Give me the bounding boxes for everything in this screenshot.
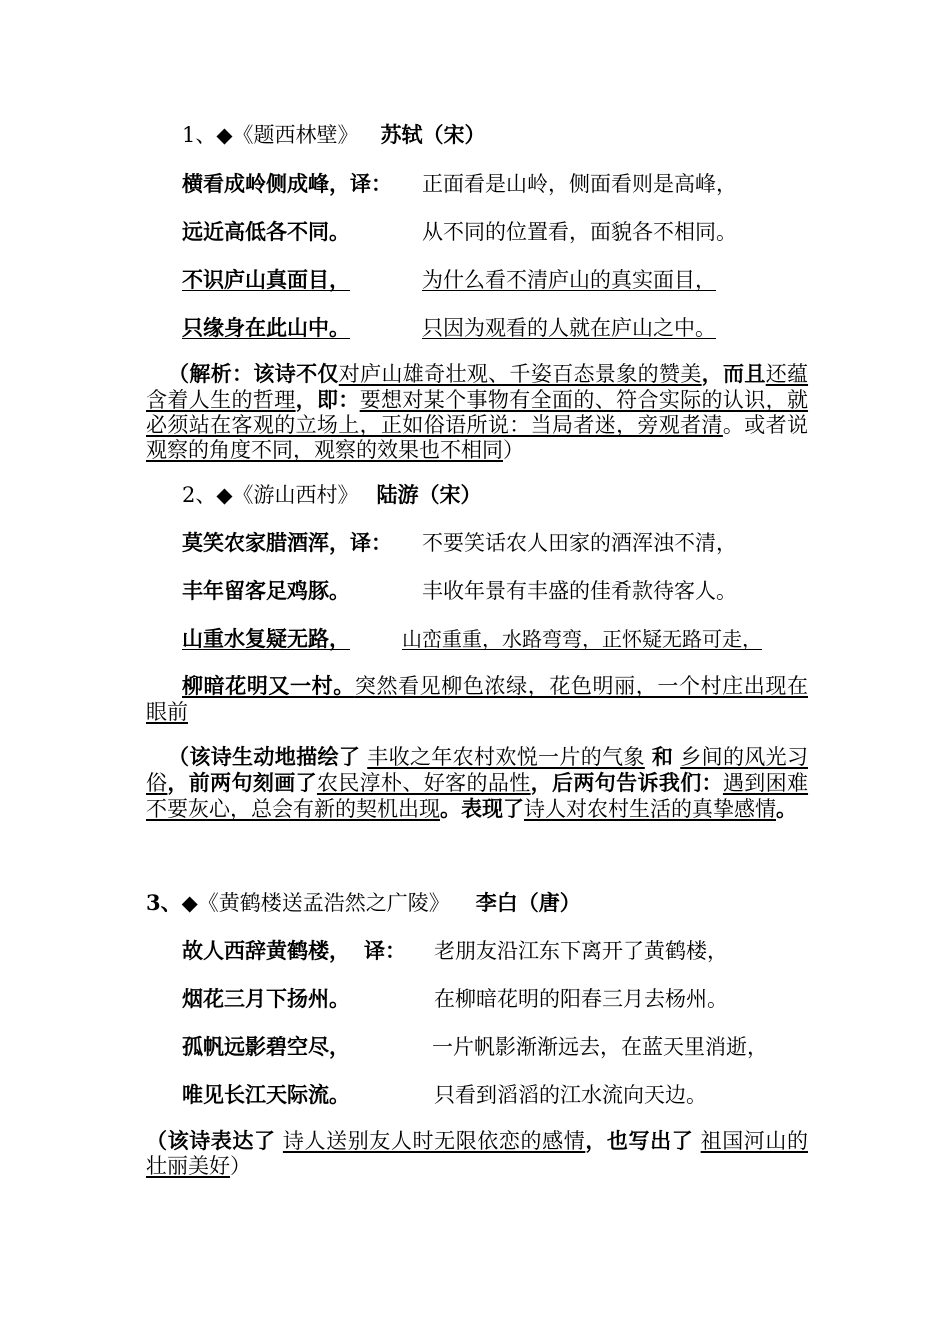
original-verse: 不识庐山真面目， xyxy=(182,267,350,292)
translation: 山峦重重，水路弯弯，正怀疑无路可走， xyxy=(402,627,762,651)
original-verse: 柳暗花明又一村。 xyxy=(182,673,355,698)
poem-2-line-1 xyxy=(182,529,737,557)
translation-marker: 译： xyxy=(364,938,406,963)
translation: 老朋友沿江东下离开了黄鹤楼， xyxy=(434,939,728,963)
translation: 丰收年景有丰盛的佳肴款待客人。 xyxy=(422,579,737,603)
original-verse: 烟花三月下扬州。 xyxy=(182,986,350,1011)
poem-2-heading xyxy=(182,481,482,509)
translation: 不要笑话农人田家的酒浑浊不清， xyxy=(422,531,737,555)
translation: 从不同的位置看，面貌各不相同。 xyxy=(422,220,737,244)
translation: 一片帆影渐渐远去，在蓝天里消逝， xyxy=(432,1035,768,1059)
poem-3-title: 《黄鹤楼送孟浩然之广陵》 xyxy=(197,891,450,915)
diamond-icon: ◆ xyxy=(216,122,233,147)
original-verse: 丰年留客足鸡豚。 xyxy=(182,578,350,603)
poem-3-line-2 xyxy=(182,985,728,1013)
original-verse: 故人西辞黄鹤楼， xyxy=(182,938,350,963)
poem-3-heading xyxy=(146,889,581,917)
original-verse: 莫笑农家腊酒浑， xyxy=(182,530,350,555)
translation: 为什么看不清庐山的真实面目， xyxy=(422,268,716,292)
poem-1-heading xyxy=(182,121,486,149)
poem-3-line-3 xyxy=(182,1033,768,1061)
translation-marker: 译： xyxy=(350,171,392,196)
original-verse: 唯见长江天际流。 xyxy=(182,1082,350,1107)
translation: 正面看是山岭，侧面看则是高峰， xyxy=(422,172,737,196)
poem-3-analysis: （该诗表达了 诗人送别友人时无限依恋的感情，也写出了 祖国河山的壮丽美好） xyxy=(146,1128,809,1178)
poem-1-title: 《题西林壁》 xyxy=(232,123,359,147)
original-verse: 横看成岭侧成峰， xyxy=(182,171,350,196)
poem-1-number: 1、 xyxy=(182,123,217,147)
poem-1-analysis: （解析：该诗不仅对庐山雄奇壮观、千姿百态景象的赞美，而且还蕴含着人生的哲理，即：要想对某个事物有全面的、符合实际的认识，就必须站在客观的立场上，正如俗语所说：当局者迷，旁观者清。或者说观察的角度不同，观察的效果也不相同） xyxy=(146,361,809,462)
original-verse: 孤帆远影碧空尽， xyxy=(182,1034,350,1059)
translation-marker: 译： xyxy=(350,530,392,555)
poem-3-author: 李白（唐） xyxy=(475,890,581,915)
translation: 只因为观看的人就在庐山之中。 xyxy=(422,316,716,340)
poem-2-line-4 xyxy=(146,673,808,725)
poem-2-author: 陆游（宋） xyxy=(376,482,482,507)
translation: 在柳暗花明的阳春三月去杨州。 xyxy=(434,987,728,1011)
poem-3-number: 3、 xyxy=(146,890,182,915)
poem-2-line-3 xyxy=(182,625,762,653)
poem-1-line-3 xyxy=(182,266,716,294)
poem-1-author: 苏轼（宋） xyxy=(380,122,486,147)
diamond-icon: ◆ xyxy=(181,890,198,915)
poem-2-title: 《游山西村》 xyxy=(232,483,359,507)
poem-2-line-2 xyxy=(182,577,737,605)
diamond-icon: ◆ xyxy=(216,482,233,507)
poem-3-line-4 xyxy=(182,1081,707,1109)
poem-3-line-1 xyxy=(182,937,728,965)
translation: 突然看见柳色浓绿，花色明丽，一个村庄出现在眼前 xyxy=(146,674,809,724)
poem-1-line-4 xyxy=(182,314,716,342)
poem-2-analysis: （该诗生动地描绘了 丰收之年农村欢悦一片的气象 和 乡间的风光习俗，前两句刻画了农民淳朴、好客的品性，后两句告诉我们：遇到困难不要灰心，总会有新的契机出现。表现了诗人对农村生活的真挚感情。 xyxy=(146,744,809,821)
poem-2-number: 2、 xyxy=(182,483,217,507)
original-verse: 远近高低各不同。 xyxy=(182,219,350,244)
poem-1-line-1 xyxy=(182,170,737,198)
original-verse: 只缘身在此山中。 xyxy=(182,315,350,340)
translation: 只看到滔滔的江水流向天边。 xyxy=(434,1083,707,1107)
original-verse: 山重水复疑无路， xyxy=(182,626,350,651)
poem-1-line-2 xyxy=(182,218,737,246)
